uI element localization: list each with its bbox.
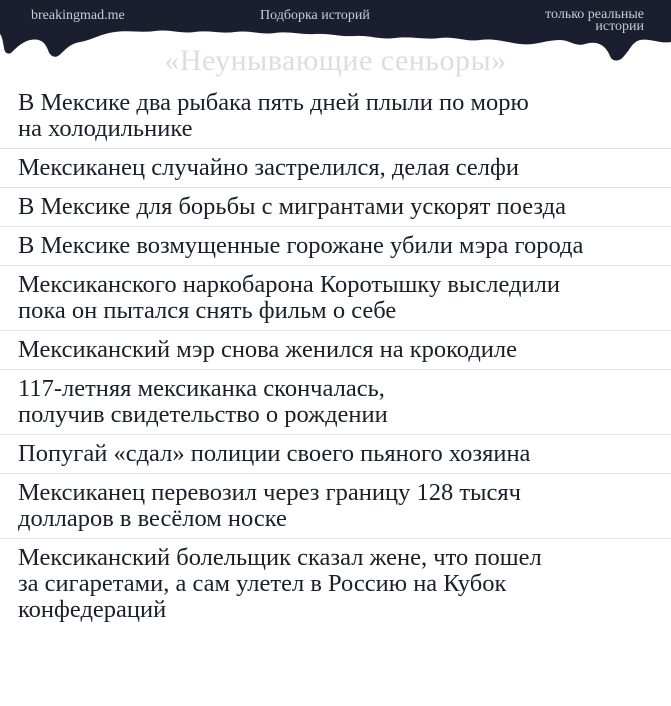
story-line: за сигаретами, а сам улетел в Россию на Кубок bbox=[18, 570, 507, 597]
story-line: Мексиканский мэр снова женился на крокодиле bbox=[18, 336, 518, 363]
story-line: долларов в весёлом носке bbox=[18, 505, 287, 532]
story-line: пока он пытался снять фильм о себе bbox=[18, 297, 397, 324]
story-line: Мексиканец случайно застрелился, делая селфи bbox=[18, 154, 519, 181]
story-item[interactable] bbox=[0, 434, 671, 473]
story-item[interactable] bbox=[0, 369, 671, 434]
story-item[interactable] bbox=[0, 538, 671, 629]
story-line: конфедераций bbox=[18, 596, 167, 623]
tagline: только реальные истории bbox=[545, 7, 644, 34]
collection-link[interactable]: Подборка историй bbox=[260, 8, 370, 23]
story-list bbox=[0, 86, 671, 629]
site-link[interactable]: breakingmad.me bbox=[31, 8, 125, 23]
story-item[interactable] bbox=[0, 226, 671, 265]
story-line: В Мексике возмущенные горожане убили мэра города bbox=[18, 232, 584, 259]
page-title: «Неунывающие сеньоры» bbox=[164, 44, 507, 77]
story-line: В Мексике для борьбы с мигрантами ускорят поезда bbox=[18, 193, 566, 220]
story-item[interactable] bbox=[0, 330, 671, 369]
story-item[interactable] bbox=[0, 265, 671, 330]
story-item[interactable] bbox=[0, 148, 671, 187]
story-item[interactable] bbox=[0, 86, 671, 148]
story-line: на холодильнике bbox=[18, 115, 193, 142]
story-line: В Мексике два рыбака пять дней плыли по морю bbox=[18, 89, 529, 116]
story-line: получив свидетельство о рождении bbox=[18, 401, 388, 428]
story-item[interactable] bbox=[0, 473, 671, 538]
story-line: Мексиканец перевозил через границу 128 тысяч bbox=[18, 479, 521, 506]
story-line: Мексиканский болельщик сказал жене, что пошел bbox=[18, 544, 542, 571]
story-line: Попугай «сдал» полиции своего пьяного хозяина bbox=[18, 440, 531, 467]
story-item[interactable] bbox=[0, 187, 671, 226]
story-line: Мексиканского наркобарона Коротышку выследили bbox=[18, 271, 560, 298]
story-line: 117-летняя мексиканка скончалась, bbox=[18, 375, 385, 402]
